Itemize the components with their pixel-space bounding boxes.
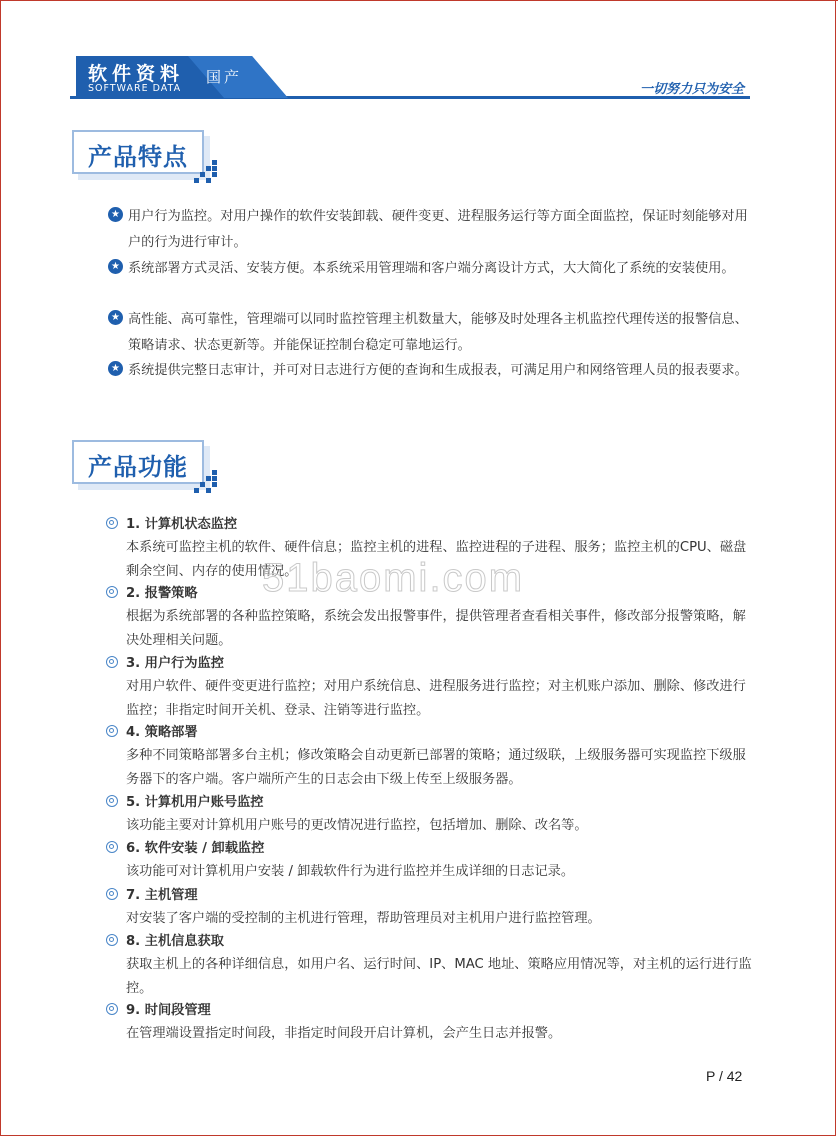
- function-desc: 该功能主要对计算机用户账号的更改情况进行监控，包括增加、删除、改名等。: [126, 818, 588, 833]
- section-functions-header: [72, 440, 232, 500]
- function-title: 6. 软件安装 / 卸载监控: [126, 841, 265, 856]
- bullet-circle-icon: [106, 795, 118, 807]
- feature-text: 用户行为监控。对用户操作的软件安装卸载、硬件变更、进程服务运行等方面全面监控，保证时刻能够对用户的行为进行审计。: [128, 209, 748, 250]
- function-desc: 获取主机上的各种详细信息，如用户名、运行时间、IP、MAC 地址、策略应用情况等，对主机的运行进行监控。: [126, 957, 752, 996]
- bullet-circle-icon: [106, 934, 118, 946]
- function-title: 1. 计算机状态监控: [126, 517, 238, 532]
- function-title: 3. 用户行为监控: [126, 656, 224, 671]
- bullet-circle-icon: [106, 725, 118, 737]
- function-title: 2. 报警策略: [126, 586, 198, 601]
- feature-item: [108, 358, 748, 384]
- page-number: P / 42: [706, 1068, 743, 1084]
- function-title: 5. 计算机用户账号监控: [126, 795, 264, 810]
- function-title: 9. 时间段管理: [126, 1003, 211, 1018]
- function-item: [106, 653, 752, 722]
- header-origin: 国产: [206, 68, 243, 86]
- header-tag: [76, 56, 290, 98]
- feature-item: [108, 204, 748, 255]
- feature-text: 系统部署方式灵活、安装方便。本系统采用管理端和客户端分离设计方式，大大简化了系统的安装使用。: [128, 261, 735, 276]
- header-banner: [0, 56, 838, 100]
- feature-item: [108, 307, 748, 358]
- bullet-circle-icon: [106, 841, 118, 853]
- star-icon: ★: [108, 361, 123, 376]
- function-desc: 在管理端设置指定时间段，非指定时间段开启计算机，会产生日志并报警。: [126, 1026, 562, 1041]
- section-title: 产品特点: [88, 143, 188, 171]
- header-title-en: SOFTWARE DATA: [88, 83, 182, 94]
- function-item: [106, 1000, 752, 1046]
- function-item: [106, 885, 752, 931]
- function-desc: 对安装了客户端的受控制的主机进行管理，帮助管理员对主机用户进行监控管理。: [126, 911, 601, 926]
- header-slogan: 一切努力只为安全: [639, 82, 744, 97]
- function-title: 4. 策略部署: [126, 725, 198, 740]
- function-desc: 根据为系统部署的各种监控策略，系统会发出报警事件，提供管理者查看相关事件，修改部分报警策略，解决处理相关问题。: [126, 609, 746, 648]
- feature-text: 系统提供完整日志审计，并可对日志进行方便的查询和生成报表，可满足用户和网络管理人员的报表要求。: [128, 363, 748, 378]
- section-title: 产品功能: [88, 453, 188, 481]
- section-title-box: [72, 440, 204, 484]
- function-desc: 对用户软件、硬件变更进行监控；对用户系统信息、进程服务进行监控；对主机账户添加、删除、修改进行监控；非指定时间开关机、登录、注销等进行监控。: [126, 679, 746, 718]
- bullet-circle-icon: [106, 888, 118, 900]
- decor-dots-icon: [198, 470, 222, 494]
- function-desc: 本系统可监控主机的软件、硬件信息；监控主机的进程、监控进程的子进程、服务；监控主机的CPU、磁盘剩余空间、内存的使用情况。: [126, 540, 747, 579]
- section-title-box: [72, 130, 204, 174]
- bullet-circle-icon: [106, 517, 118, 529]
- function-item: [106, 838, 752, 884]
- function-title: 8. 主机信息获取: [126, 934, 224, 949]
- header-title-cn: 软件资料: [88, 63, 185, 85]
- function-item: [106, 931, 752, 1000]
- bullet-circle-icon: [106, 656, 118, 668]
- section-features-header: [72, 130, 232, 190]
- feature-item: [108, 256, 748, 282]
- function-item: [106, 722, 752, 791]
- star-icon: ★: [108, 259, 123, 274]
- watermark: 51baomi.com: [262, 556, 525, 600]
- feature-text: 高性能、高可靠性，管理端可以同时监控管理主机数量大，能够及时处理各主机监控代理传送的报警信息、策略请求、状态更新等。并能保证控制台稳定可靠地运行。: [128, 312, 748, 353]
- function-title: 7. 主机管理: [126, 888, 198, 903]
- bullet-circle-icon: [106, 1003, 118, 1015]
- star-icon: ★: [108, 310, 123, 325]
- decor-dots-icon: [198, 160, 222, 184]
- function-desc: 该功能可对计算机用户安装 / 卸载软件行为进行监控并生成详细的日志记录。: [126, 864, 575, 879]
- bullet-circle-icon: [106, 586, 118, 598]
- function-desc: 多种不同策略部署多台主机；修改策略会自动更新已部署的策略；通过级联，上级服务器可实现监控下级服务器下的客户端。客户端所产生的日志会由下级上传至上级服务器。: [126, 748, 746, 787]
- function-item: [106, 792, 752, 838]
- star-icon: ★: [108, 207, 123, 222]
